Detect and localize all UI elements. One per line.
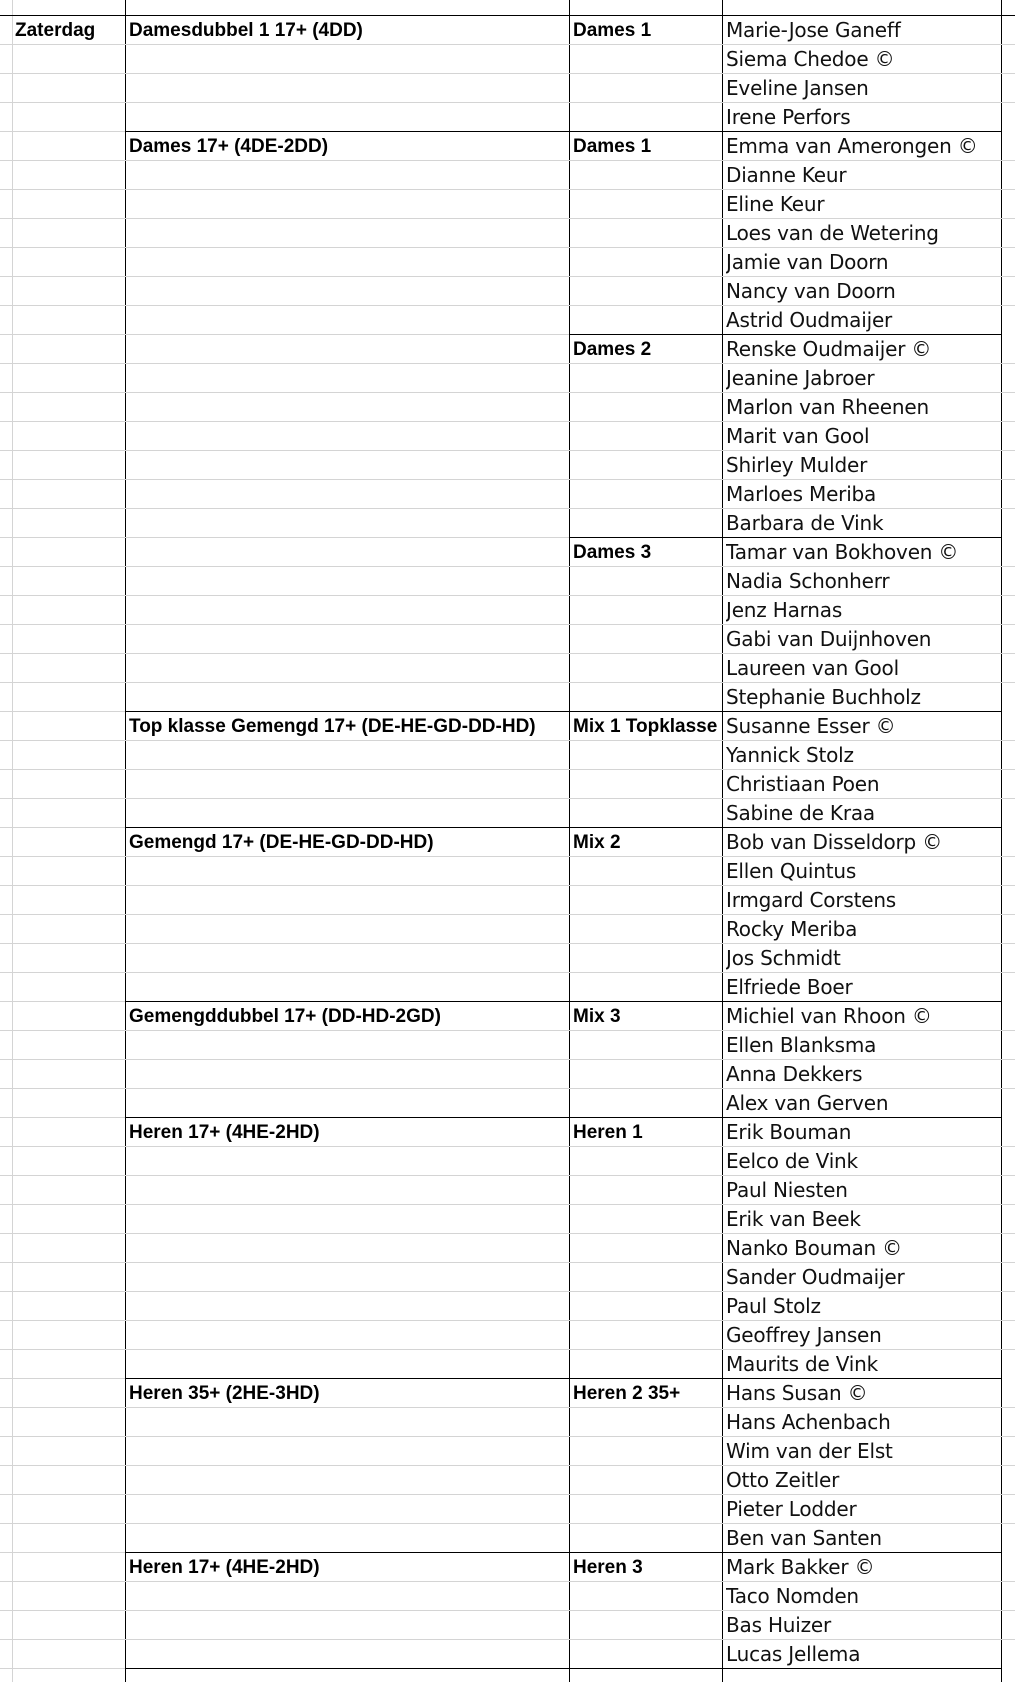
row-line [126,624,569,625]
row-line [0,421,12,422]
player-cell[interactable]: Jamie van Doorn [726,250,889,274]
row-line [126,769,569,770]
row-line [12,1291,126,1292]
row-line [0,1291,12,1292]
column-line [12,0,13,1682]
row-line [126,1146,569,1147]
player-cell[interactable]: Erik Bouman [726,1120,852,1144]
row-line [0,1320,12,1321]
row-line [12,1204,126,1205]
row-line [0,1610,12,1611]
row-line [12,624,126,625]
row-line [0,1581,12,1582]
row-line [126,1233,569,1234]
row-line [12,1407,126,1408]
row-line [0,827,125,828]
row-line [0,856,12,857]
row-line [126,1465,569,1466]
row-line [12,1465,126,1466]
row-line [12,102,126,103]
player-cell[interactable]: Christiaan Poen [726,772,880,796]
row-line [126,885,569,886]
row-line [12,392,126,393]
row-line [0,218,12,219]
row-line [0,537,126,538]
row-line [12,508,126,509]
row-line [126,1175,569,1176]
player-cell[interactable]: Stephanie Buchholz [726,685,921,709]
row-line [12,943,126,944]
row-line [126,1523,569,1524]
row-line [126,914,569,915]
player-cell[interactable]: Eline Keur [726,192,825,216]
row-line [126,856,569,857]
row-line [126,595,569,596]
row-line [0,1436,12,1437]
player-cell[interactable]: Ellen Quintus [726,859,857,883]
team-cell[interactable]: Dames 2 [573,339,652,360]
row-line [0,566,12,567]
row-line [126,218,569,219]
row-line [12,1146,126,1147]
row-line [0,1494,12,1495]
player-cell[interactable]: Maurits de Vink [726,1352,879,1376]
row-line [12,247,126,248]
row-line [12,1175,126,1176]
row-line [0,1146,12,1147]
team-cell[interactable]: Mix 3 [573,1006,621,1027]
row-line [12,1262,126,1263]
column-line [125,0,126,1682]
player-cell[interactable]: Barbara de Vink [726,511,884,535]
row-line [126,392,569,393]
row-line [125,1668,1002,1669]
row-line [0,1349,12,1350]
player-cell[interactable]: Geoffrey Jansen [726,1323,882,1347]
competition-cell[interactable]: Gemengddubbel 17+ (DD-HD-2GD) [129,1006,441,1027]
row-line [0,943,12,944]
row-line [12,218,126,219]
player-cell[interactable]: Renske Oudmaijer © [726,337,932,361]
row-line [0,769,12,770]
player-cell[interactable]: Loes van de Wetering [726,221,939,245]
player-cell[interactable]: Ben van Santen [726,1526,882,1550]
row-line [126,334,569,335]
player-cell[interactable]: Yannick Stolz [726,743,854,767]
player-cell[interactable]: Pieter Lodder [726,1497,857,1521]
row-line [126,798,569,799]
row-line [126,1291,569,1292]
row-line [126,1320,569,1321]
row-line [126,450,569,451]
player-cell[interactable]: Eveline Jansen [726,76,869,100]
row-line [12,305,126,306]
row-line [126,1436,569,1437]
row-line [12,1088,126,1089]
row-line [126,1494,569,1495]
row-line [126,160,569,161]
row-line [12,1610,126,1611]
row-line [126,1610,569,1611]
row-line [0,711,125,712]
row-line [0,914,12,915]
row-line [12,1349,126,1350]
row-line [0,479,12,480]
row-line [12,1059,126,1060]
row-line [126,1204,569,1205]
row-line [0,44,12,45]
team-cell[interactable]: Heren 2 35+ [573,1383,681,1404]
row-line [0,798,12,799]
competition-cell[interactable]: Top klasse Gemengd 17+ (DE-HE-GD-DD-HD) [129,716,536,737]
team-cell[interactable]: Mix 2 [573,832,621,853]
row-line [0,305,12,306]
row-line [126,682,569,683]
player-cell[interactable]: Lucas Jellema [726,1642,861,1666]
row-line [126,566,569,567]
row-line [12,1030,126,1031]
competition-cell[interactable]: Heren 35+ (2HE-3HD) [129,1383,320,1404]
row-line [12,450,126,451]
player-cell[interactable]: Hans Susan © [726,1381,868,1405]
row-line [0,653,12,654]
player-cell[interactable]: Marit van Gool [726,424,870,448]
player-cell[interactable]: Irene Perfors [726,105,851,129]
row-line [126,740,569,741]
row-line [126,479,569,480]
row-line [0,334,126,335]
row-line [0,1204,12,1205]
row-line [126,44,569,45]
player-cell[interactable]: Marlon van Rheenen [726,395,929,419]
competition-cell[interactable]: Damesdubbel 1 17+ (4DD) [129,20,363,41]
row-line [0,508,12,509]
row-line [12,566,126,567]
row-line [12,856,126,857]
player-cell[interactable]: Marloes Meriba [726,482,877,506]
row-line [126,1059,569,1060]
row-line [0,1407,12,1408]
row-line [12,1436,126,1437]
row-line [0,450,12,451]
row-line [12,479,126,480]
competition-cell[interactable]: Heren 17+ (4HE-2HD) [129,1557,320,1578]
row-line [126,363,569,364]
row-line [126,1262,569,1263]
row-line [0,885,12,886]
row-line [0,73,12,74]
row-line [0,1117,125,1118]
row-line [126,1639,569,1640]
player-cell[interactable]: Sander Oudmaijer [726,1265,905,1289]
row-line [126,972,569,973]
row-line [0,1088,12,1089]
row-line [126,73,569,74]
row-line [0,682,12,683]
row-line [12,189,126,190]
player-cell[interactable]: Rocky Meriba [726,917,858,941]
row-line [12,914,126,915]
row-line [12,363,126,364]
player-cell[interactable]: Otto Zeitler [726,1468,840,1492]
row-line [126,537,569,538]
row-line [126,305,569,306]
player-cell[interactable]: Nancy van Doorn [726,279,896,303]
column-line [569,0,570,1682]
row-line [0,1668,125,1669]
row-line [126,276,569,277]
player-cell[interactable]: Wim van der Elst [726,1439,893,1463]
player-cell[interactable]: Sabine de Kraa [726,801,875,825]
row-line [126,1030,569,1031]
player-cell[interactable]: Marie-Jose Ganeff [726,18,901,42]
row-line [12,421,126,422]
row-line [12,276,126,277]
competition-cell[interactable]: Gemengd 17+ (DE-HE-GD-DD-HD) [129,832,434,853]
player-cell[interactable]: Siema Chedoe © [726,47,895,71]
row-line [12,1320,126,1321]
row-line [12,1581,126,1582]
player-cell[interactable]: Laureen van Gool [726,656,899,680]
row-line [0,1639,12,1640]
player-cell[interactable]: Jos Schmidt [726,946,841,970]
player-cell[interactable]: Jenz Harnas [726,598,843,622]
row-line [126,421,569,422]
row-line [0,160,12,161]
row-line [126,1088,569,1089]
row-line [0,247,12,248]
row-line [0,1059,12,1060]
row-line [12,740,126,741]
player-cell[interactable]: Eelco de Vink [726,1149,858,1173]
team-cell[interactable]: Dames 1 [573,20,652,41]
row-line [0,595,12,596]
player-cell[interactable]: Susanne Esser © [726,714,896,738]
row-line [12,595,126,596]
player-cell[interactable]: Gabi van Duijnhoven [726,627,932,651]
row-line [0,276,12,277]
player-cell[interactable]: Hans Achenbach [726,1410,891,1434]
row-line [0,102,12,103]
row-line [0,1030,12,1031]
row-line [126,189,569,190]
row-line [12,653,126,654]
competition-cell[interactable]: Dames 17+ (4DE-2DD) [129,136,329,157]
team-cell[interactable]: Heren 1 [573,1122,643,1143]
player-cell[interactable]: Paul Stolz [726,1294,821,1318]
row-line [0,1378,125,1379]
row-line [12,73,126,74]
row-line [0,131,125,132]
row-line [126,653,569,654]
row-line [12,798,126,799]
row-line [12,1639,126,1640]
player-cell[interactable]: Emma van Amerongen © [726,134,978,158]
player-cell[interactable]: Alex van Gerven [726,1091,889,1115]
player-cell[interactable]: Anna Dekkers [726,1062,863,1086]
row-line [12,1233,126,1234]
row-line [12,160,126,161]
player-cell[interactable]: Bas Huizer [726,1613,832,1637]
row-line [0,1233,12,1234]
player-cell[interactable]: Erik van Beek [726,1207,861,1231]
row-line [0,363,12,364]
row-line [0,392,12,393]
row-line [126,1581,569,1582]
row-line [126,102,569,103]
row-line [12,682,126,683]
player-cell[interactable]: Michiel van Rhoon © [726,1004,932,1028]
row-line [0,972,12,973]
row-line [12,769,126,770]
player-cell[interactable]: Nanko Bouman © [726,1236,902,1260]
row-line [12,1523,126,1524]
row-line [126,247,569,248]
player-cell[interactable]: Ellen Blanksma [726,1033,877,1057]
row-line [12,885,126,886]
player-cell[interactable]: Irmgard Corstens [726,888,897,912]
player-cell[interactable]: Mark Bakker © [726,1555,875,1579]
row-line [0,1262,12,1263]
competition-cell[interactable]: Heren 17+ (4HE-2HD) [129,1122,320,1143]
player-cell[interactable]: Taco Nomden [726,1584,859,1608]
team-cell[interactable]: Dames 1 [573,136,652,157]
row-line [126,1349,569,1350]
player-cell[interactable]: Bob van Disseldorp © [726,830,943,854]
player-cell[interactable]: Dianne Keur [726,163,847,187]
team-cell[interactable]: Dames 3 [573,542,652,563]
player-cell[interactable]: Tamar van Bokhoven © [726,540,959,564]
row-line [126,508,569,509]
row-line [0,1465,12,1466]
team-cell[interactable]: Mix 1 Topklasse [573,716,718,737]
player-cell[interactable]: Shirley Mulder [726,453,868,477]
row-line [0,740,12,741]
player-cell[interactable]: Nadia Schonherr [726,569,890,593]
row-line [0,1552,125,1553]
row-line [12,1494,126,1495]
row-line [0,624,12,625]
player-cell[interactable]: Astrid Oudmaijer [726,308,893,332]
row-line [0,1175,12,1176]
row-line [126,1407,569,1408]
day-cell[interactable]: Zaterdag [15,20,96,41]
row-line [0,189,12,190]
row-line [0,1001,125,1002]
row-line [0,1523,12,1524]
player-cell[interactable]: Jeanine Jabroer [726,366,875,390]
row-line [12,44,126,45]
row-line [12,972,126,973]
player-cell[interactable]: Elfriede Boer [726,975,853,999]
player-cell[interactable]: Paul Niesten [726,1178,848,1202]
row-line [126,943,569,944]
team-cell[interactable]: Heren 3 [573,1557,643,1578]
